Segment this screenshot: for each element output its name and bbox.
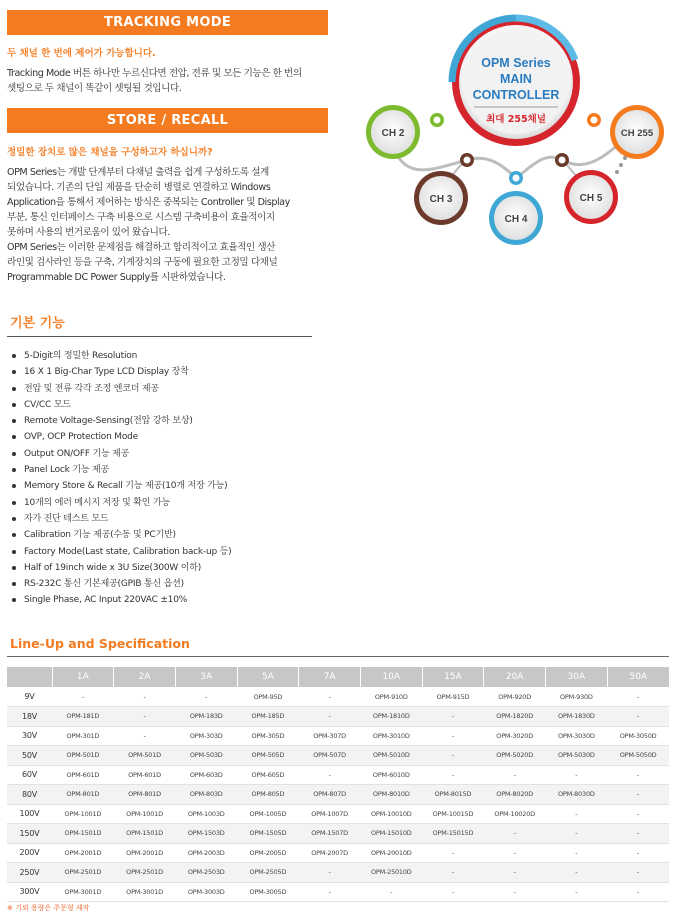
table-header-cell: 50A [607,667,669,687]
model-cell: - [299,765,361,785]
model-cell: OPM-2505D [237,863,299,883]
model-cell: OPM-910D [360,687,422,707]
store-line: 부분, 통신 인터페이스 구축 비용으로 시스템 구축비용이 효율적이지 [7,212,275,223]
store-line: OPM Series는 이러한 문제점을 해결하고 합리적이고 효율적인 생산 [7,242,276,253]
model-cell: - [422,746,484,766]
table-header-cell: 30A [546,667,608,687]
voltage-cell: 80V [7,785,52,805]
store-recall-header: STORE / RECALL [7,108,328,133]
table-header-cell: 10A [360,667,422,687]
table-header-cell: 15A [422,667,484,687]
voltage-cell: 9V [7,687,52,707]
table-row [7,707,669,727]
model-cell: - [422,863,484,883]
model-cell: OPM-20010D [360,843,422,863]
model-cell: OPM-1810D [360,707,422,727]
model-cell: OPM-3001D [52,882,114,902]
model-cell: - [546,863,608,883]
list-item: Memory Store & Recall 기능 제공(10개 저장 가능) [11,478,331,494]
model-cell: OPM-915D [422,687,484,707]
lineup-title: Line-Up and Specification [10,636,190,651]
channel-ch5-label: CH 5 [579,193,603,204]
model-cell: OPM-2003D [175,843,237,863]
model-cell: OPM-603D [175,765,237,785]
tracking-line: 셋팅으로 두 채널이 똑같이 셋팅될 것입니다. [7,83,182,94]
table-row [7,785,669,805]
model-cell: OPM-307D [299,726,361,746]
table-row [7,746,669,766]
channel-ch4-label: CH 4 [504,214,528,225]
model-cell: OPM-185D [237,707,299,727]
model-cell: OPM-1507D [299,824,361,844]
model-cell: OPM-10010D [360,804,422,824]
model-cell: - [114,687,176,707]
model-cell: OPM-601D [114,765,176,785]
controller-subtitle: 최대 255채널 [486,114,546,125]
model-cell: OPM-301D [52,726,114,746]
store-line: 라인및 검사라인 등을 구축, 기계장치의 구동에 필요한 고정밀 다채널 [7,257,278,268]
table-header-cell: 1A [52,667,114,687]
model-cell: OPM-3001D [114,882,176,902]
table-header-cell: 3A [175,667,237,687]
model-cell: - [299,882,361,902]
store-question: 정밀한 장치로 많은 채널을 구성하고자 하십니까? [7,147,213,158]
model-cell: OPM-2503D [175,863,237,883]
voltage-cell: 50V [7,746,52,766]
model-cell: OPM-2001D [52,843,114,863]
store-line: 못하며 사용의 번거로움이 있어 왔습니다. [7,227,170,238]
model-cell: - [607,882,669,902]
model-cell: OPM-605D [237,765,299,785]
spec-table [7,667,669,902]
table-header-cell: 20A [484,667,546,687]
channel-ch3-label: CH 3 [429,194,453,205]
model-cell: - [422,726,484,746]
list-item: Half of 19inch wide x 3U Size(300W 이하) [11,560,331,576]
list-item: 5-Digit의 정밀한 Resolution [11,348,331,364]
model-cell: OPM-505D [237,746,299,766]
list-item: Panel Lock 기능 제공 [11,462,331,478]
model-cell: - [422,843,484,863]
model-cell: - [422,765,484,785]
model-cell: OPM-95D [237,687,299,707]
list-item: OVP, OCP Protection Mode [11,429,331,445]
list-item: Single Phase, AC Input 220VAC ±10% [11,592,331,608]
model-cell: - [175,687,237,707]
model-cell: OPM-2501D [114,863,176,883]
channel-ch255-label: CH 255 [620,128,654,139]
model-cell: - [299,707,361,727]
table-row [7,824,669,844]
store-line: Programmable DC Power Supply를 시판하였습니다. [7,272,226,283]
store-description [7,165,331,285]
model-cell: OPM-181D [52,707,114,727]
model-cell: - [299,863,361,883]
model-cell: OPM-3020D [484,726,546,746]
model-cell: OPM-10020D [484,804,546,824]
voltage-cell: 250V [7,863,52,883]
model-cell: - [484,765,546,785]
controller-title-2: MAIN [500,72,532,86]
voltage-cell: 300V [7,882,52,902]
model-cell: OPM-2005D [237,843,299,863]
store-line: OPM Series는 개발 단계부터 다채널 출력을 쉽게 구성하도록 설계 [7,167,269,178]
list-item: RS-232C 통신 기본제공(GPIB 통신 옵션) [11,576,331,592]
model-cell: OPM-2001D [114,843,176,863]
model-cell: - [114,707,176,727]
model-cell: OPM-1820D [484,707,546,727]
model-cell: - [52,687,114,707]
tracking-line: Tracking Mode 버튼 하나만 누르신다면 전압, 전류 및 모든 기능은 한 번의 [7,68,302,79]
model-cell: OPM-1001D [52,804,114,824]
model-cell: - [360,882,422,902]
model-cell: OPM-601D [52,765,114,785]
model-cell: OPM-5020D [484,746,546,766]
table-footnote: ※ 기외 용량은 주문형 제작 [7,904,90,912]
model-cell: OPM-1501D [52,824,114,844]
model-cell: OPM-1001D [114,804,176,824]
lineup-divider [7,656,669,657]
feature-list [11,348,331,609]
channel-diagram [336,0,684,260]
list-item: Remote Voltage-Sensing(전압 강하 보상) [11,413,331,429]
model-cell: - [607,843,669,863]
store-line: Application을 통해서 제어하는 방식은 중복되는 Controller 및 Display [7,197,290,208]
model-cell: - [546,882,608,902]
model-cell: OPM-501D [52,746,114,766]
table-row [7,863,669,883]
list-item: Calibration 기능 제공(수동 및 PC기반) [11,527,331,543]
table-row [7,765,669,785]
model-cell: OPM-305D [237,726,299,746]
model-cell: - [546,804,608,824]
model-cell: - [484,882,546,902]
model-cell: - [607,707,669,727]
model-cell: - [484,863,546,883]
model-cell: - [546,765,608,785]
model-cell: OPM-183D [175,707,237,727]
voltage-cell: 150V [7,824,52,844]
table-row [7,843,669,863]
tracking-mode-header: TRACKING MODE [7,10,328,35]
model-cell: OPM-8020D [484,785,546,805]
model-cell: OPM-1503D [175,824,237,844]
voltage-cell: 60V [7,765,52,785]
model-cell: OPM-801D [114,785,176,805]
model-cell: OPM-801D [52,785,114,805]
model-cell: OPM-3010D [360,726,422,746]
table-row [7,726,669,746]
tracking-description [7,66,331,96]
model-cell: OPM-920D [484,687,546,707]
voltage-cell: 200V [7,843,52,863]
model-cell: OPM-3003D [175,882,237,902]
spec-table-body [7,687,669,902]
model-cell: - [607,824,669,844]
table-header-row [7,667,669,687]
model-cell: - [607,804,669,824]
controller-title-3: CONTROLLER [472,88,560,102]
list-item: CV/CC 모드 [11,397,331,413]
model-cell: OPM-803D [175,785,237,805]
model-cell: - [484,824,546,844]
model-cell: OPM-501D [114,746,176,766]
table-header-cell [7,667,52,687]
model-cell: OPM-15015D [422,824,484,844]
channel-ch2-label: CH 2 [381,128,405,139]
model-cell: - [114,726,176,746]
basic-features-title: 기본 기능 [10,316,65,331]
model-cell: OPM-507D [299,746,361,766]
list-item: Factory Mode(Last state, Calibration back-up 등) [11,544,331,560]
model-cell: OPM-1005D [237,804,299,824]
voltage-cell: 30V [7,726,52,746]
model-cell: - [607,863,669,883]
model-cell: OPM-5010D [360,746,422,766]
model-cell: - [422,707,484,727]
model-cell: OPM-1007D [299,804,361,824]
list-item: Output ON/OFF 기능 제공 [11,446,331,462]
model-cell: OPM-15010D [360,824,422,844]
model-cell: - [299,687,361,707]
model-cell: OPM-2007D [299,843,361,863]
basic-features-divider [7,336,312,337]
model-cell: OPM-3005D [237,882,299,902]
model-cell: OPM-25010D [360,863,422,883]
model-cell: OPM-1501D [114,824,176,844]
model-cell: OPM-503D [175,746,237,766]
list-item: 자가 진단 테스트 모드 [11,511,331,527]
table-header-cell: 2A [114,667,176,687]
model-cell: OPM-1003D [175,804,237,824]
model-cell: OPM-10015D [422,804,484,824]
model-cell: OPM-8030D [546,785,608,805]
model-cell: - [607,687,669,707]
model-cell: - [607,785,669,805]
model-cell: OPM-8010D [360,785,422,805]
model-cell: - [546,843,608,863]
table-row [7,687,669,707]
model-cell: OPM-2501D [52,863,114,883]
model-cell: - [484,843,546,863]
model-cell: OPM-5050D [607,746,669,766]
list-item: 10개의 에러 메시지 저장 및 확인 가능 [11,495,331,511]
controller-title-1: OPM Series [481,56,551,70]
model-cell: OPM-1830D [546,707,608,727]
store-line: 되었습니다. 기존의 단일 제품을 단순히 병렬로 연결하고 Windows [7,182,271,193]
model-cell: - [546,824,608,844]
model-cell: OPM-6010D [360,765,422,785]
table-header-cell: 5A [237,667,299,687]
model-cell: OPM-807D [299,785,361,805]
model-cell: OPM-303D [175,726,237,746]
model-cell: OPM-805D [237,785,299,805]
voltage-cell: 100V [7,804,52,824]
model-cell: OPM-3030D [546,726,608,746]
model-cell: - [422,882,484,902]
table-row [7,882,669,902]
model-cell: OPM-1505D [237,824,299,844]
model-cell: OPM-5030D [546,746,608,766]
model-cell: OPM-930D [546,687,608,707]
voltage-cell: 18V [7,707,52,727]
list-item: 전압 및 전류 각각 조정 엔코더 제공 [11,381,331,397]
table-header-cell: 7A [299,667,361,687]
tracking-question: 두 채널 한 번에 제어가 가능합니다. [7,48,156,59]
model-cell: - [607,765,669,785]
model-cell: OPM-3050D [607,726,669,746]
table-row [7,804,669,824]
list-item: 16 X 1 Big-Char Type LCD Display 장착 [11,364,331,380]
model-cell: OPM-8015D [422,785,484,805]
